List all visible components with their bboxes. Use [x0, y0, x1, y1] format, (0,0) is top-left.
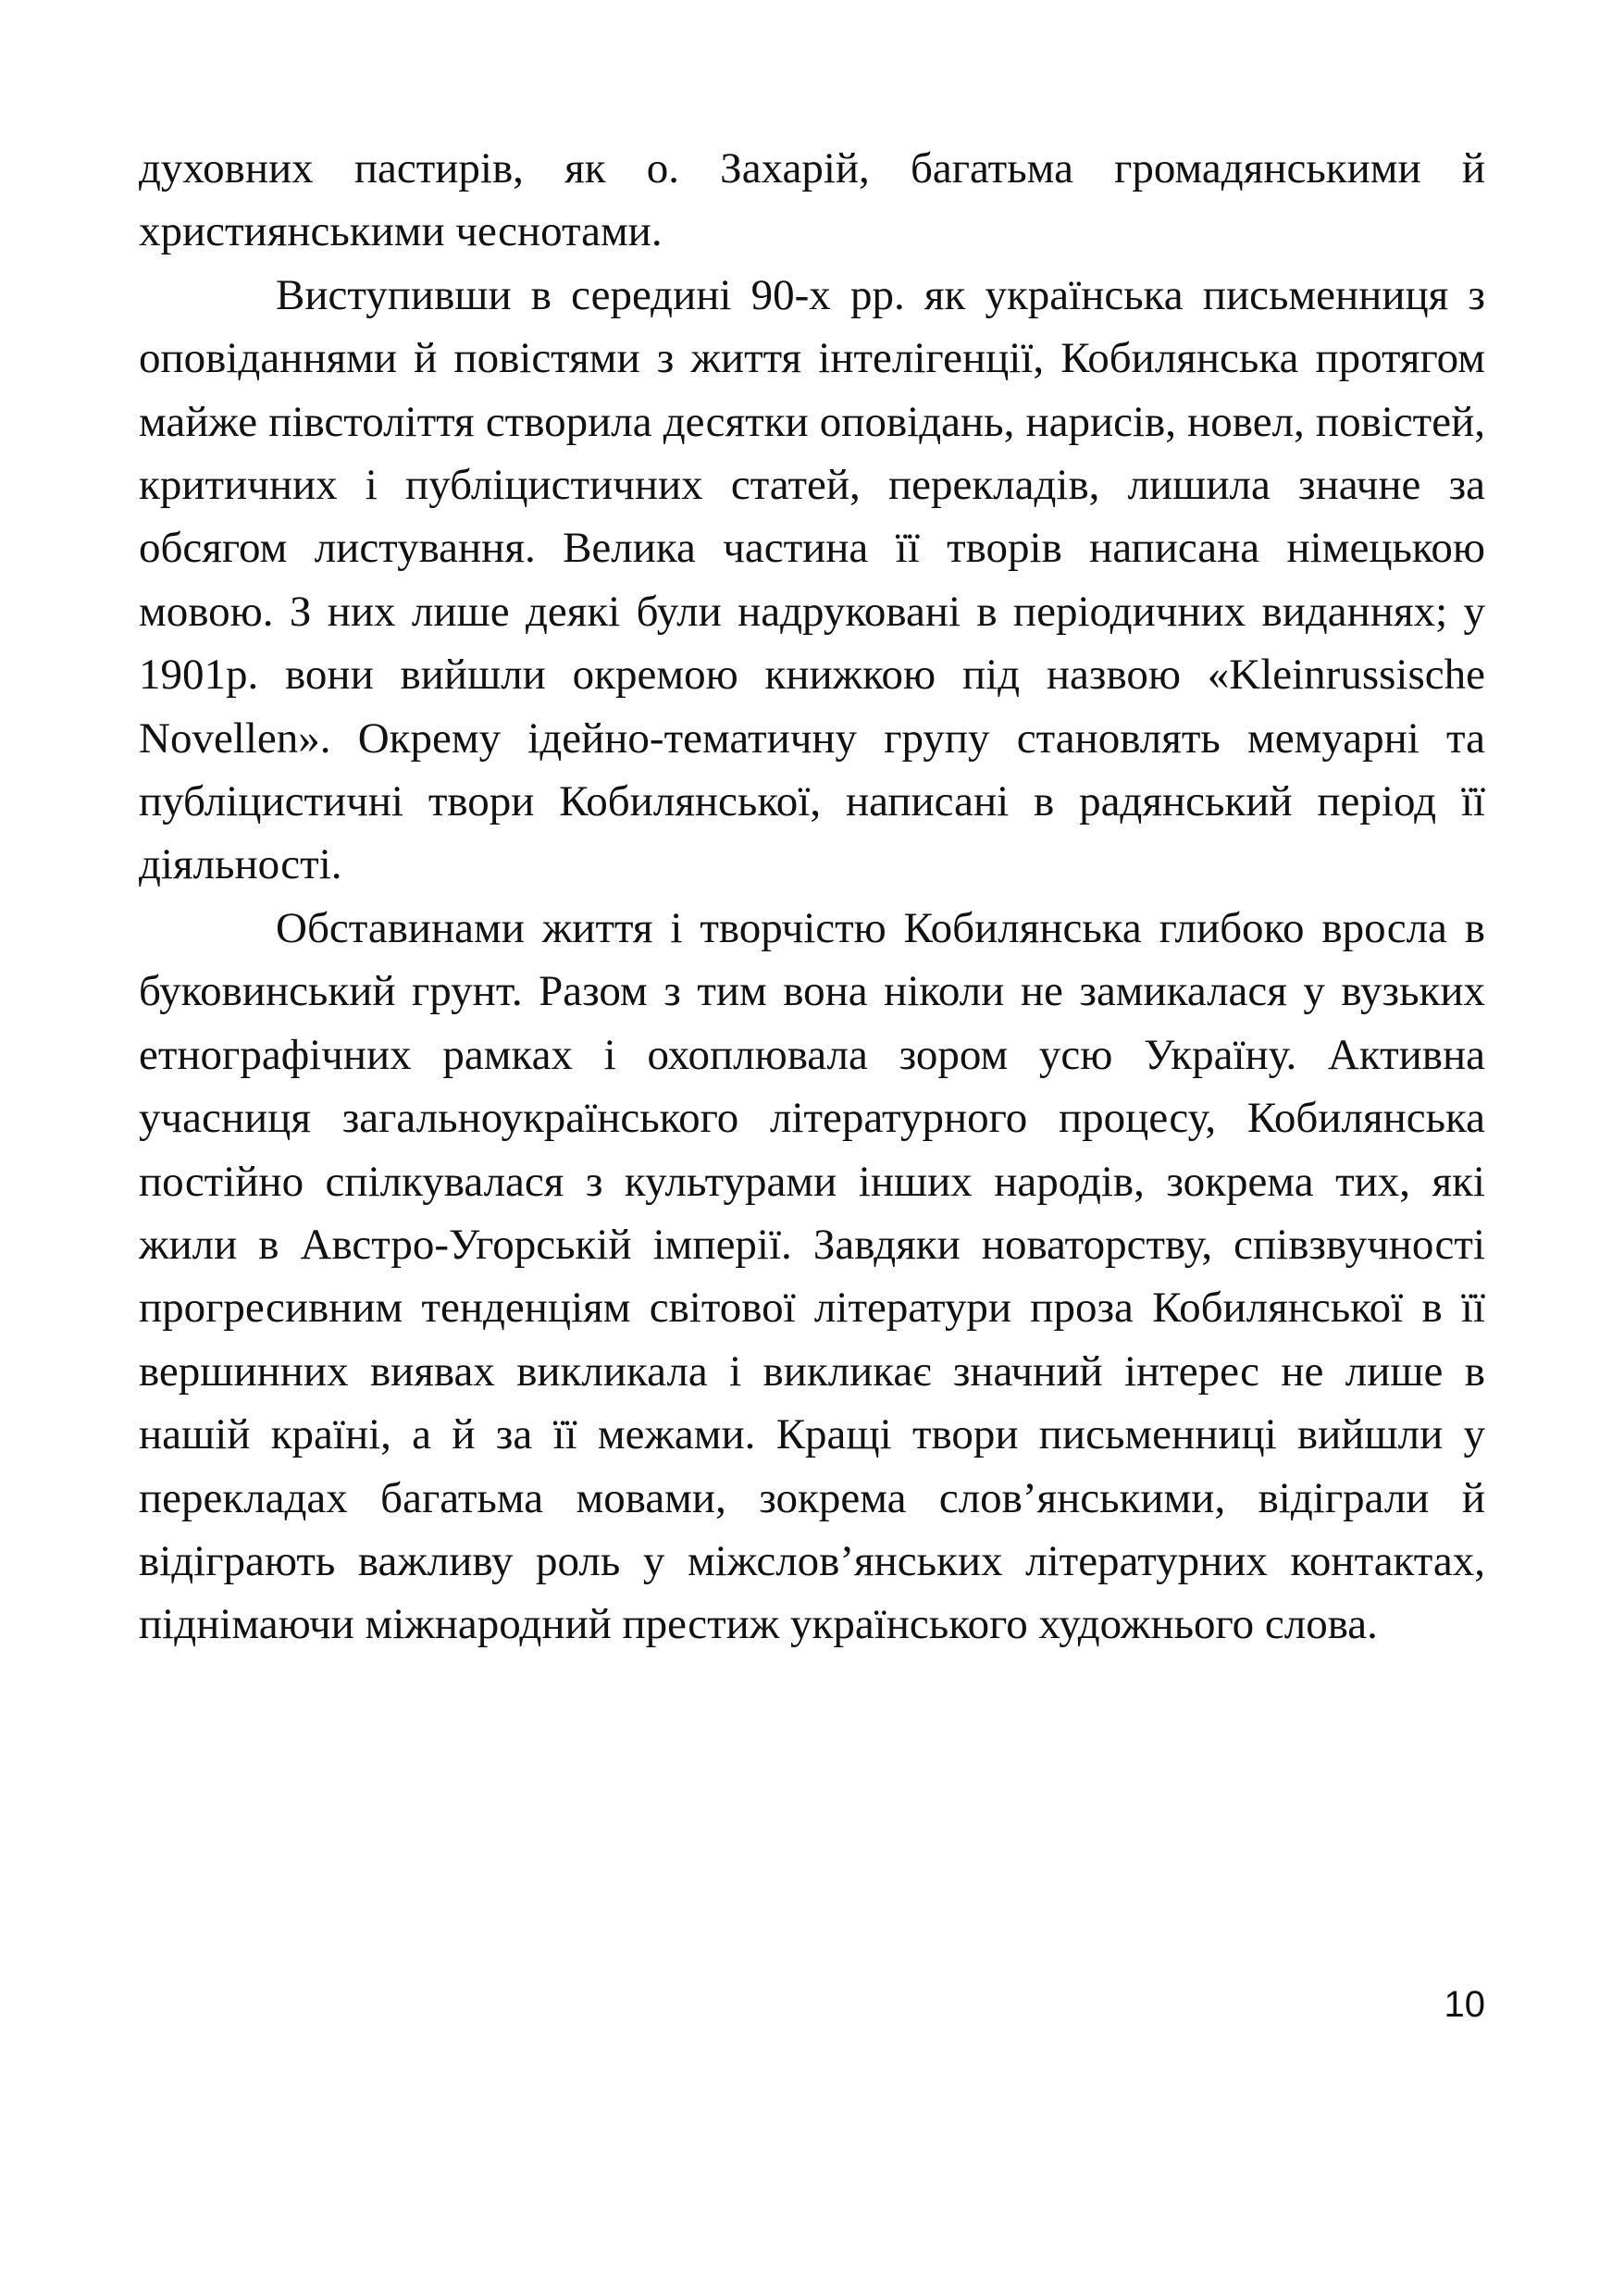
page-number: 10 [1444, 1984, 1485, 2025]
body-text [139, 137, 1485, 1657]
paragraph-continuation: духовних пастирів, як о. Захарій, багатьма громадянськими й християнськими чеснотами. [139, 144, 1485, 256]
paragraph: Обставинами життя і творчістю Кобилянська глибоко вросла в буковинський грунт. Разом з тим вона ніколи не замикалася у вузьких етнографічних рамках і охоплювала зором усю Україну. Активна учасниця загальноукраїнського літературного процесу, Кобилянська постійно спілкувалася з культурами інших народів, зокрема тих, які жили в Австро-Угорській імперії. Завдяки новаторству, співзвучності прогресивним тенденціям світової літератури проза Кобилянської в її вершинних виявах викликала і викликає значний інтерес не лише в нашій країні, а й за її межами. Кращі твори письменниці вийшли у перекладах багатьма мовами, зокрема слов’янськими, відіграли й відіграють важливу роль у міжслов’янських літературних контактах, піднімаючи міжнародний престиж українського художнього слова. [139, 903, 1485, 1649]
paragraph: Виступивши в середині 90-х рр. як українська письменниця з оповіданнями й повістями з життя інтелігенції, Кобилянська протягом майже півстоліття створила десятки оповідань, нарисів, новел, повістей, критичних і публіцистичних статей, перекладів, лишила значне за обсягом листування. Велика частина її творів написана німецькою мовою. З них лише деякі були надруковані в періодичних виданнях; у 1901р. вони вийшли окремою книжкою під назвою «Kleinrussische Novellen». Окрему ідейно-тематичну групу становлять мемуарні та публіцистичні твори Кобилянської, написані в радянський період її діяльності. [139, 270, 1485, 889]
